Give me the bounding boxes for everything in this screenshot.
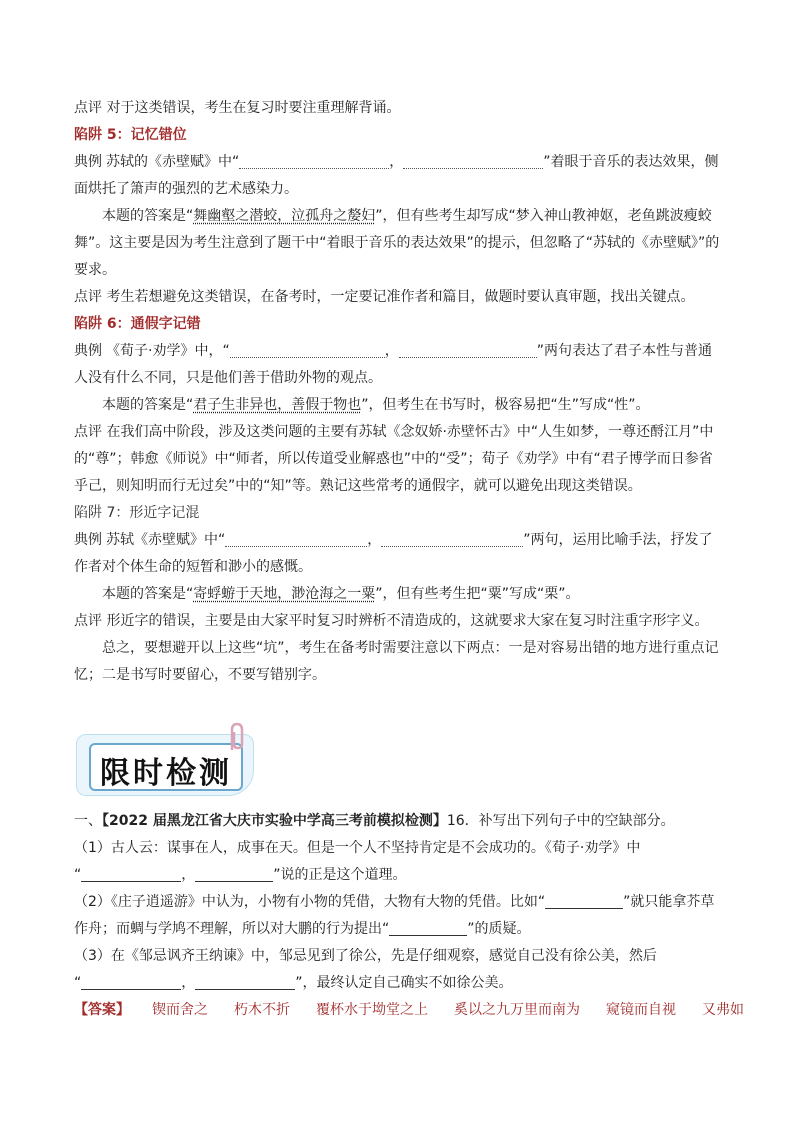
section-title: 限时检测 — [100, 756, 232, 791]
exercise-heading: 一、【2022 届黑龙江省大庆市实验中学高三考前模拟检测】16．补写出下列句子中的空缺部分。 — [74, 813, 675, 829]
trap-5-comment: 点评 考生若想避免这类错误，在备考时，一定要记准作者和篇目，做题时要认真审题，找出关键点。 — [74, 289, 695, 305]
answer-item: 又弗如 — [702, 1002, 744, 1018]
answer-label: 【答案】 — [74, 1002, 130, 1018]
exercise-source: 【2022 届黑龙江省大庆市实验中学高三考前模拟检测】 — [102, 813, 447, 829]
trap-6-comment: 点评 在我们高中阶段，涉及这类问题的主要有苏轼《念奴娇·赤壁怀古》中“人生如梦，一尊还酹江月”中的“尊”；韩愈《师说》中“师者，所以传道受业解惑也”中的“受”；荀子《劝学》中有“君子博学而日参省乎己，则知明而行无过矣”中的“知”等。熟记这些常考的通假字，就可以避免出现这类错误。 — [74, 424, 714, 494]
trap-5-example: 典例 苏轼的《赤壁赋》中“ ， ”着眼于音乐的表达效果，侧面烘托了箫声的强烈的艺术感染力。 — [74, 154, 719, 197]
fill-blank — [403, 154, 543, 169]
answer-line — [389, 921, 467, 936]
answer-item: 奚以之九万里而南为 — [454, 1002, 580, 1018]
question-1-blanks: “ ， ”说的正是这个道理。 — [74, 867, 407, 883]
trap-5-heading: 陷阱 5：记忆错位 — [74, 127, 187, 143]
trap-7-comment: 点评 形近字的错误，主要是由大家平时复习时辨析不清造成的，这就要求大家在复习时注重字形字义。 — [74, 613, 709, 629]
comment-paragraph: 点评 对于这类错误，考生在复习时要注重理解背诵。 — [74, 100, 401, 116]
trap-7-example: 典例 苏轼《赤壁赋》中“ ， ”两句，运用比喻手法，抒发了作者对个体生命的短暂和渺小的感慨。 — [74, 532, 713, 575]
summary-paragraph: 总之，要想避开以上这些“坑”，考生在备考时需要注意以下两点：一是对容易出错的地方进行重点记忆；二是书写时要留心，不要写错别字。 — [74, 640, 719, 683]
answer-highlight: 君子生非异也，善假于物也 — [193, 397, 362, 413]
trap-7-answer: 本题的答案是“寄蜉蝣于天地，渺沧海之一粟”，但有些考生把“粟”写成“栗”。 — [102, 586, 580, 602]
question-3: （3）在《邹忌讽齐王纳谏》中，邹忌见到了徐公，先是仔细观察，感觉自己没有徐公美，然后 — [74, 948, 657, 964]
question-2: （2）《庄子逍遥游》中认为，小物有小物的凭借，大物有大物的凭借。比如“ ”就只能拿芥草作舟；而蜩与学鸠不理解，所以对大鹏的行为提出“ ”的质疑。 — [74, 894, 715, 937]
question-1: （1）古人云：谋事在人，成事在天。但是一个人不坚持肯定是不会成功的。《荀子·劝学》中 — [74, 840, 641, 856]
example-label: 典例 — [74, 532, 102, 548]
answer-item: 锲而舍之 — [152, 1002, 208, 1018]
example-label: 典例 — [74, 343, 102, 359]
trap-5-answer: 本题的答案是“舞幽壑之潜蛟，泣孤舟之嫠妇”，但有些考生却写成“梦入神山教神妪，老鱼跳波瘦蛟舞”。这主要是因为考生注意到了题干中“着眼于音乐的表达效果”的提示，但忽略了“苏轼的《赤壁赋》”的要求。 — [74, 208, 720, 278]
answer-row — [74, 997, 744, 1024]
answer-line — [81, 867, 181, 882]
trap-6-example: 典例 《荀子·劝学》中，“ ， ”两句表达了君子本性与普通人没有什么不同，只是他们善于借助外物的观点。 — [74, 343, 712, 386]
question-3-blanks: “ ， ”，最终认定自己确实不如徐公美。 — [74, 975, 513, 991]
fill-blank — [239, 154, 389, 169]
answer-highlight: 舞幽壑之潜蛟，泣孤舟之嫠妇 — [193, 208, 376, 224]
fill-blank — [399, 343, 537, 358]
answer-line — [545, 894, 623, 909]
trap-6-answer: 本题的答案是“君子生非异也，善假于物也”，但考生在书写时，极容易把“生”写成“性”。 — [102, 397, 650, 413]
answer-line — [195, 975, 295, 990]
answer-highlight: 寄蜉蝣于天地，渺沧海之一粟 — [193, 586, 376, 602]
section-header — [76, 722, 266, 802]
answer-item: 朽木不折 — [234, 1002, 290, 1018]
fill-blank — [381, 532, 523, 547]
answer-item: 覆杯水于坳堂之上 — [316, 1002, 428, 1018]
fill-blank — [230, 343, 385, 358]
answer-line — [195, 867, 273, 882]
example-label: 典例 — [74, 154, 102, 170]
trap-7-heading: 陷阱 7：形近字记混 — [74, 505, 200, 521]
trap-6-heading: 陷阱 6：通假字记错 — [74, 316, 201, 332]
paper-clip-icon — [226, 722, 248, 752]
answer-line — [81, 975, 181, 990]
answer-item: 窥镜而自视 — [606, 1002, 676, 1018]
exercise-block — [74, 808, 744, 1024]
document-body — [74, 95, 724, 689]
fill-blank — [225, 532, 367, 547]
